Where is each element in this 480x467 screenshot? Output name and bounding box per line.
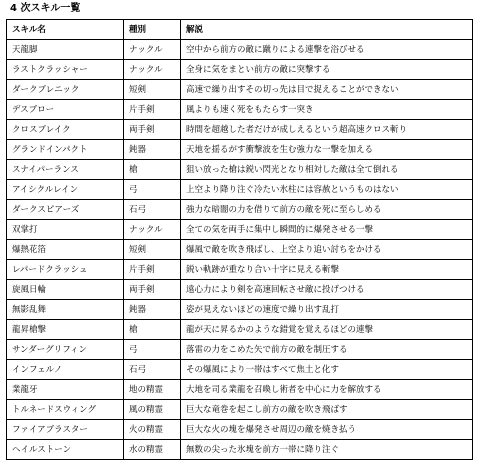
description-cell: 強力な暗闇の力を借りて前方の敵を死に至らしめる <box>181 200 473 220</box>
description-cell: 龍が天に昇るかのような錯覚を覚えるほどの連撃 <box>181 320 473 340</box>
description-cell: 高速で繰り出すその切っ先は目で捉えることができない <box>181 80 473 100</box>
skill-name-cell: 旋風日輪 <box>7 280 124 300</box>
type-cell: 鈍器 <box>124 140 181 160</box>
description-cell: 風よりも速く死をもたらす一突き <box>181 100 473 120</box>
description-cell: 遠心力により剣を高速回転させ敵に投げつける <box>181 280 473 300</box>
type-cell: 両手剣 <box>124 280 181 300</box>
skill-name-cell: レパードクラッシュ <box>7 260 124 280</box>
description-cell: 姿が見えないほどの速度で繰り出す乱打 <box>181 300 473 320</box>
table-row <box>7 360 473 380</box>
description-cell: 巨大な竜巻を起こし前方の敵を吹き飛ばす <box>181 400 473 420</box>
type-cell: 片手剣 <box>124 260 181 280</box>
description-cell: 爆風で敵を吹き飛ばし、上空より追い討ちをかける <box>181 240 473 260</box>
description-cell: 上空より降り注ぐ冷たい氷柱には容赦というものはない <box>181 180 473 200</box>
type-cell: 地の精霊 <box>124 380 181 400</box>
type-cell: 短剣 <box>124 240 181 260</box>
table-row <box>7 220 473 240</box>
table-row <box>7 100 473 120</box>
description-cell: 無数の尖った氷塊を前方一帯に降り注ぐ <box>181 440 473 460</box>
skill-name-cell: トルネードスウィング <box>7 400 124 420</box>
skill-name-cell: 双掌打 <box>7 220 124 240</box>
header-type: 種別 <box>124 20 181 40</box>
table-row <box>7 300 473 320</box>
skill-name-cell: クロスブレイク <box>7 120 124 140</box>
type-cell: 弓 <box>124 180 181 200</box>
table-row <box>7 160 473 180</box>
description-cell: 大地を司る業龍を召喚し術者を中心に力を解放する <box>181 380 473 400</box>
description-cell: その爆風により一帯はすべて焦土と化す <box>181 360 473 380</box>
type-cell: 鈍器 <box>124 300 181 320</box>
table-row <box>7 380 473 400</box>
type-cell: 槍 <box>124 320 181 340</box>
description-cell: 落雷の力をこめた矢で前方の敵を制圧する <box>181 340 473 360</box>
table-row <box>7 340 473 360</box>
table-row <box>7 240 473 260</box>
table-row <box>7 320 473 340</box>
table-row <box>7 200 473 220</box>
skill-name-cell: 無影乱舞 <box>7 300 124 320</box>
table-row <box>7 120 473 140</box>
table-row <box>7 180 473 200</box>
table-row <box>7 260 473 280</box>
skill-name-cell: ダークブレニック <box>7 80 124 100</box>
skill-name-cell: スナイパーランス <box>7 160 124 180</box>
skill-name-cell: 龍昇槍撃 <box>7 320 124 340</box>
type-cell: 石弓 <box>124 200 181 220</box>
description-cell: 全身に気をまとい前方の敵に突撃する <box>181 60 473 80</box>
skill-name-cell: ラストクラッシャー <box>7 60 124 80</box>
type-cell: 石弓 <box>124 360 181 380</box>
description-cell: 時間を超越した者だけが成しえるという超高速クロス斬り <box>181 120 473 140</box>
skill-name-cell: グランドインパクト <box>7 140 124 160</box>
skill-name-cell: デスブロー <box>7 100 124 120</box>
type-cell: ナックル <box>124 220 181 240</box>
page-title: 4 次スキル一覧 <box>10 3 81 14</box>
description-cell: 鋭い軌跡が重なり合い十字に見える斬撃 <box>181 260 473 280</box>
type-cell: 弓 <box>124 340 181 360</box>
type-cell: 両手剣 <box>124 120 181 140</box>
skill-name-cell: ヘイルストーン <box>7 440 124 460</box>
description-cell: 巨大な火の塊を爆発させ周辺の敵を焼き払う <box>181 420 473 440</box>
table-row <box>7 140 473 160</box>
skill-name-cell: サンダーグリフィン <box>7 340 124 360</box>
type-cell: 風の精霊 <box>124 400 181 420</box>
table-body <box>7 40 473 460</box>
table-row <box>7 400 473 420</box>
table-row <box>7 280 473 300</box>
table-row <box>7 60 473 80</box>
skill-name-cell: インフェルノ <box>7 360 124 380</box>
type-cell: ナックル <box>124 40 181 60</box>
description-cell: 空中から前方の敵に蹴りによる連撃を浴びせる <box>181 40 473 60</box>
header-skill-name: スキル名 <box>7 20 124 40</box>
header-description: 解説 <box>181 20 473 40</box>
description-cell: 狙い放った槍は鋭い閃光となり相対した敵は全て倒れる <box>181 160 473 180</box>
type-cell: 槍 <box>124 160 181 180</box>
skill-name-cell: ダークスピアーズ <box>7 200 124 220</box>
skill-name-cell: 業龍牙 <box>7 380 124 400</box>
type-cell: 水の精霊 <box>124 440 181 460</box>
table-row <box>7 420 473 440</box>
table-row <box>7 440 473 460</box>
skill-table <box>6 19 473 460</box>
skill-name-cell: ファイアブラスター <box>7 420 124 440</box>
type-cell: 短剣 <box>124 80 181 100</box>
type-cell: 火の精霊 <box>124 420 181 440</box>
skill-name-cell: 爆熱花箔 <box>7 240 124 260</box>
table-row <box>7 80 473 100</box>
type-cell: 片手剣 <box>124 100 181 120</box>
description-cell: 全ての気を両手に集中し瞬間的に爆発させる一撃 <box>181 220 473 240</box>
skill-name-cell: 天龍脚 <box>7 40 124 60</box>
table-header-row <box>7 20 473 40</box>
description-cell: 天地を揺るがす衝撃波を生む強力な一撃を加える <box>181 140 473 160</box>
skill-name-cell: アイシクルレイン <box>7 180 124 200</box>
type-cell: ナックル <box>124 60 181 80</box>
table-row <box>7 40 473 60</box>
